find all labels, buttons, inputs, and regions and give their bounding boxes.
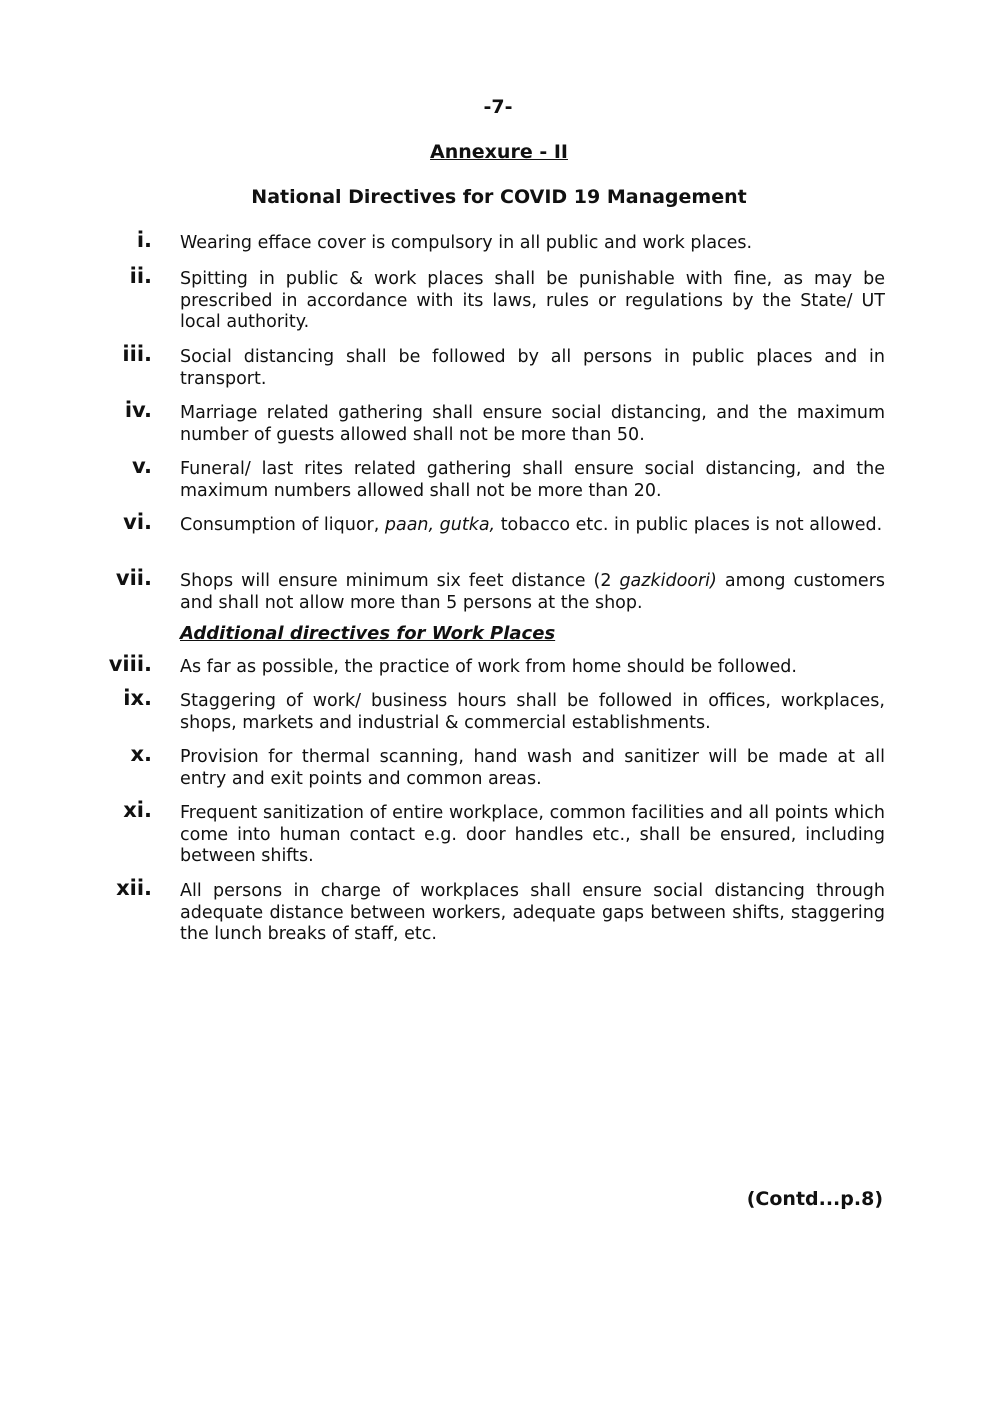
item-number: v. bbox=[132, 454, 152, 478]
item-text bbox=[180, 459, 885, 502]
item-text bbox=[180, 747, 885, 790]
text-segment: All persons in charge of workplaces shall ensure social distancing through adequate distance between workers, adequate gaps between shifts, staggering the lunch breaks of staff, etc. bbox=[180, 881, 885, 944]
item-number: vii. bbox=[115, 566, 152, 590]
item-number: xi. bbox=[123, 798, 152, 822]
section-subheading: Additional directives for Work Places bbox=[180, 623, 556, 644]
text-segment: Marriage related gathering shall ensure social distancing, and the maximum number of guests allowed shall not be more than 50. bbox=[180, 403, 885, 445]
item-text bbox=[180, 269, 885, 334]
italic-term: paan, gutka, bbox=[384, 515, 496, 535]
text-segment: Shops will ensure minimum six feet distance (2 bbox=[180, 571, 620, 591]
italic-term: gazkidoori) bbox=[619, 571, 717, 591]
item-number: ii. bbox=[129, 264, 152, 288]
item-text bbox=[180, 515, 885, 537]
item-number: iv. bbox=[124, 398, 152, 422]
continuation-note: (Contd...p.8) bbox=[746, 1188, 883, 1210]
item-text bbox=[180, 403, 885, 446]
item-number: ix. bbox=[123, 686, 152, 710]
item-text bbox=[180, 233, 885, 255]
text-segment: Wearing efface cover is compulsory in all public and work places. bbox=[180, 233, 753, 253]
item-number: i. bbox=[136, 228, 152, 252]
item-text bbox=[180, 657, 885, 679]
item-text bbox=[180, 881, 885, 946]
item-number: iii. bbox=[122, 342, 152, 366]
item-number: x. bbox=[130, 742, 152, 766]
item-text bbox=[180, 347, 885, 390]
text-segment: Funeral/ last rites related gathering shall ensure social distancing, and the maximum numbers allowed shall not be more than 20. bbox=[180, 459, 885, 501]
document-title: National Directives for COVID 19 Management bbox=[251, 186, 747, 208]
text-segment: Social distancing shall be followed by all persons in public places and in transport. bbox=[180, 347, 885, 389]
text-segment: among customers and shall not allow more than 5 persons at the shop. bbox=[180, 571, 886, 613]
text-segment: Staggering of work/ business hours shall be followed in offices, workplaces, shops, markets and industrial & commercial establishments. bbox=[180, 691, 885, 733]
text-segment: As far as possible, the practice of work from home should be followed. bbox=[180, 657, 797, 677]
item-number: xii. bbox=[116, 876, 152, 900]
item-number: viii. bbox=[108, 652, 152, 676]
item-text bbox=[180, 691, 885, 734]
item-number: vi. bbox=[123, 510, 152, 534]
item-text bbox=[180, 803, 885, 868]
text-segment: Spitting in public & work places shall be punishable with fine, as may be prescribed in accordance with its laws, rules or regulations by the State/ UT local authority. bbox=[180, 269, 885, 332]
text-segment: Provision for thermal scanning, hand wash and sanitizer will be made at all entry and exit points and common areas. bbox=[180, 747, 885, 789]
text-segment: tobacco etc. in public places is not allowed. bbox=[495, 515, 883, 535]
text-segment: Consumption of liquor, bbox=[180, 515, 385, 535]
text-segment: Frequent sanitization of entire workplace, common facilities and all points which come into human contact e.g. door handles etc., shall be ensured, including between shifts. bbox=[180, 803, 885, 866]
item-text bbox=[180, 571, 885, 614]
page-number: -7- bbox=[483, 96, 513, 118]
annexure-heading: Annexure - II bbox=[430, 141, 568, 163]
